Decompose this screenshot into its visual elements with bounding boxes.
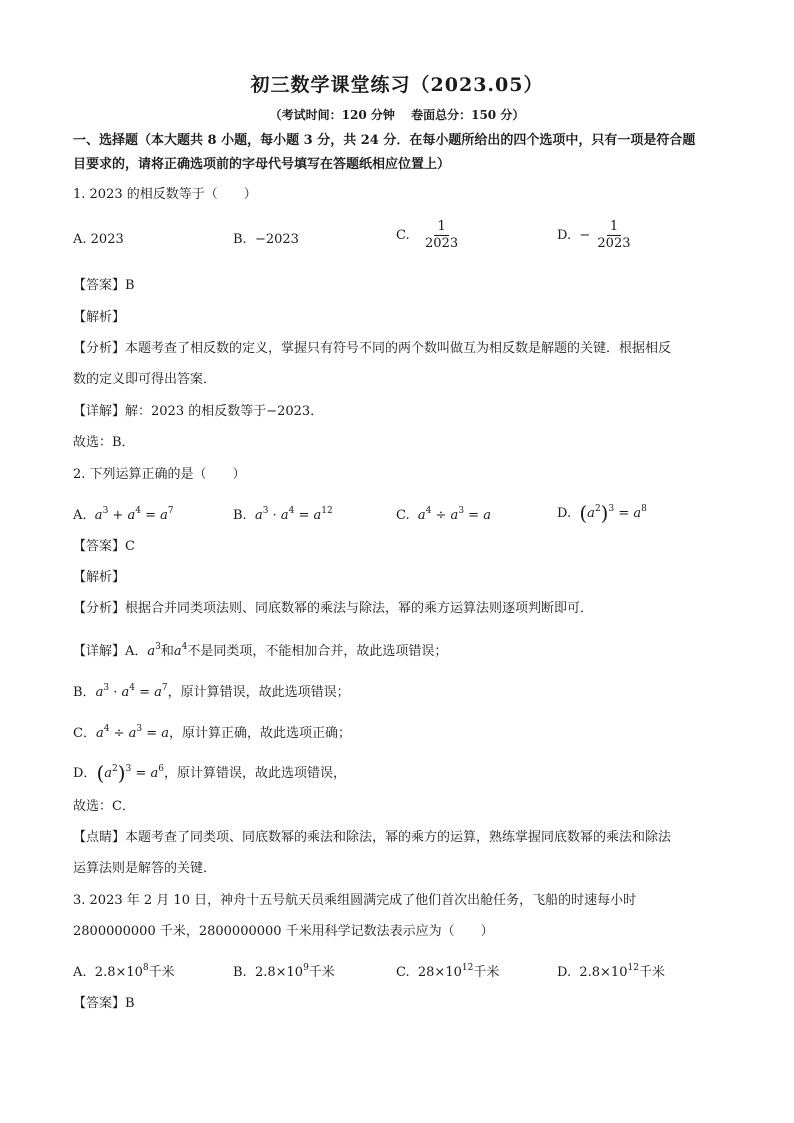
q2-dianjing-line1: 【点睛】本题考查了同类项、同底数幂的乘法和除法，幂的乘方的运算，熟练掌握同底数幂的乘法和除法 <box>73 830 672 845</box>
q2-xiangjie-a: 【详解】A．$a^3$和$a^4$不是同类项，不能相加合并，故此选项错误； <box>73 642 448 659</box>
q1-xiangjie: 【详解】解：2023 的相反数等于−2023． <box>73 404 324 419</box>
q2-xiangjie-d: D．$(a^2)^3 = a^6$，原计算错误，故此选项错误， <box>73 761 346 785</box>
section-heading-line1: 一、选择题（本大题共 8 小题，每小题 3 分，共 24 分．在每小题所给出的四个选项中，只有一项是符合题 <box>73 133 696 148</box>
page-title: 初三数学课堂练习（2023.05） <box>250 74 544 96</box>
q1-fenxi-line1: 【分析】本题考查了相反数的定义，掌握只有符号不同的两个数叫做互为相反数是解题的关键．根据相反 <box>73 341 672 356</box>
q1-answer: 【答案】B <box>73 278 135 293</box>
q1-option-c: C. $\frac{1}{2023}$ <box>396 219 461 252</box>
q1-stem: 1. 2023 的相反数等于（ ） <box>73 187 257 202</box>
q2-option-c: C. $a^4 \div a^3 = a$ <box>396 506 491 523</box>
section-heading-line2: 目要求的，请将正确选项前的字母代号填写在答题纸相应位置上） <box>73 157 451 172</box>
q1-option-a: A. 2023 <box>73 232 124 247</box>
q3-answer: 【答案】B <box>73 996 135 1011</box>
exam-time: （考试时间：120 分钟 <box>269 108 395 122</box>
q2-xiangjie-c: C．$a^4 \div a^3 = a$，原计算正确，故此选项正确； <box>73 724 352 741</box>
q2-option-a: A. $a^3 + a^4 = a^7$ <box>73 506 174 523</box>
q2-stem: 2. 下列运算正确的是（ ） <box>73 467 246 482</box>
q2-answer: 【答案】C <box>73 539 135 554</box>
exam-total: 卷面总分：150 分） <box>411 108 525 122</box>
q3-stem-line1: 3. 2023 年 2 月 10 日，神舟十五号航天员乘组圆满完成了他们首次出舱任务，飞船的时速每小时 <box>73 893 637 908</box>
q3-option-a: A. $2.8\times 10^8$千米 <box>73 963 175 980</box>
q1-analysis-label: 【解析】 <box>73 310 126 325</box>
q1-c-fraction: $\frac{1}{2023}$ <box>425 219 459 251</box>
q3-option-d: D. $2.8\times 10^{12}$千米 <box>557 963 665 980</box>
q2-option-b: B. $a^3 \cdot a^4 = a^{12}$ <box>233 506 333 523</box>
q1-choose: 故选：B． <box>73 435 135 450</box>
exam-info <box>0 106 794 123</box>
q2-dianjing-line2: 运算法则是解答的关键． <box>73 861 217 876</box>
q2-choose: 故选：C． <box>73 799 135 814</box>
q1-fenxi-line2: 数的定义即可得出答案． <box>73 372 217 387</box>
q3-stem-line2: 2800000000 千米，2800000000 千米用科学记数法表示应为（ ） <box>73 924 494 939</box>
q1-option-d: D. − $\frac{1}{2023}$ <box>557 219 634 252</box>
q2-xiangjie-b: B．$a^3 \cdot a^4 = a^7$，原计算错误，故此选项错误； <box>73 683 350 700</box>
q2-option-d: D. $(a^2)^3 = a^8$ <box>557 501 647 525</box>
q2-analysis-label: 【解析】 <box>73 570 126 585</box>
q3-option-c: C. $28\times 10^{12}$千米 <box>396 963 500 980</box>
q1-d-fraction: $\frac{1}{2023}$ <box>597 219 631 251</box>
q3-option-b: B. $2.8\times 10^9$千米 <box>233 963 335 980</box>
q1-option-b: B. −2023 <box>233 232 299 247</box>
q2-fenxi: 【分析】根据合并同类项法则、同底数幂的乘法与除法，幂的乘方运算法则逐项判断即可． <box>73 601 594 616</box>
